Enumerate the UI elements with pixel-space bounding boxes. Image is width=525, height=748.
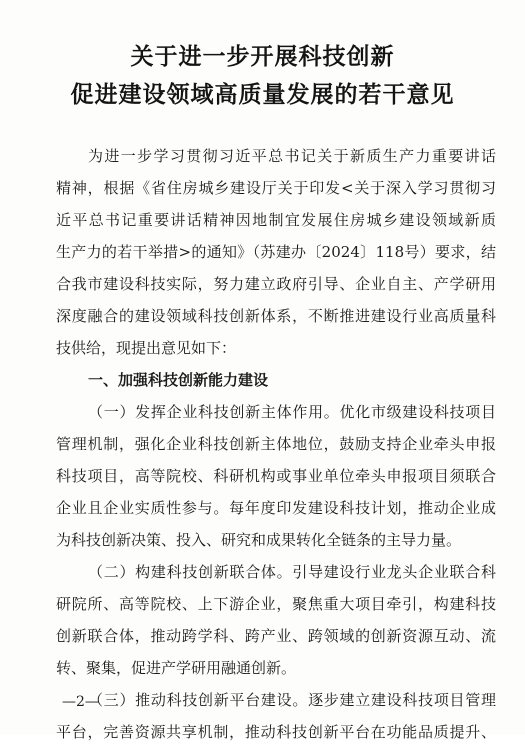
body-line-5: 合我市建设科技实际，努力建立政府引导、企业自主、产学研用: [56, 275, 496, 293]
body-line-2: 精神，根据《省住房城乡建设厅关于印发<关于深入学习贯彻习: [56, 179, 496, 197]
body-line-15: 研院所、高等院校、上下游企业，聚焦重大项目牵引，构建科技: [56, 595, 496, 613]
body-line-12: 企业且企业实质性参与。每年度印发建设科技计划，推动企业成: [56, 499, 496, 517]
body-line-10: 管理机制，强化企业科技创新主体地位，鼓励支持企业牵头申报: [56, 435, 496, 453]
document-title-line-2: 促进建设领域高质量发展的若干意见: [70, 82, 455, 108]
body-line-18: （三）推动科技创新平台建设。逐步建立建设科技项目管理: [88, 691, 496, 709]
body-line-7: 技供给，现提出意见如下：: [56, 339, 237, 357]
page-number: —2—: [62, 694, 99, 710]
section-heading-1: 一、加强科技创新能力建设: [88, 371, 269, 389]
body-line-17: 转、聚集，促进产学研用融通创新。: [56, 659, 297, 677]
body-line-14: （二）构建科技创新联合体。引导建设行业龙头企业联合科: [88, 563, 496, 581]
body-line-4: 生产力的若干举措>的通知》（苏建办〔2024〕118号）要求，结: [56, 243, 496, 261]
document-body: [56, 140, 496, 748]
document-title-line-1: 关于进一步开展科技创新: [130, 44, 395, 70]
body-line-19: 平台，完善资源共享机制，推动科技创新平台在功能品质提升、: [56, 723, 496, 741]
body-line-3: 近平总书记重要讲话精神因地制宜发展住房城乡建设领域新质: [56, 211, 496, 229]
body-line-6: 深度融合的建设领域科技创新体系，不断推进建设行业高质量科: [56, 307, 496, 325]
body-line-1: 为进一步学习贯彻习近平总书记关于新质生产力重要讲话: [88, 147, 496, 165]
body-line-9: （一）发挥企业科技创新主体作用。优化市级建设科技项目: [88, 403, 496, 421]
body-line-11: 科技项目，高等院校、科研机构或事业单位牵头申报项目须联合: [56, 467, 496, 485]
body-line-13: 为科技创新决策、投入、研究和成果转化全链条的主导力量。: [56, 531, 462, 549]
body-line-16: 创新联合体，推动跨学科、跨产业、跨领域的创新资源互动、流: [56, 627, 496, 645]
